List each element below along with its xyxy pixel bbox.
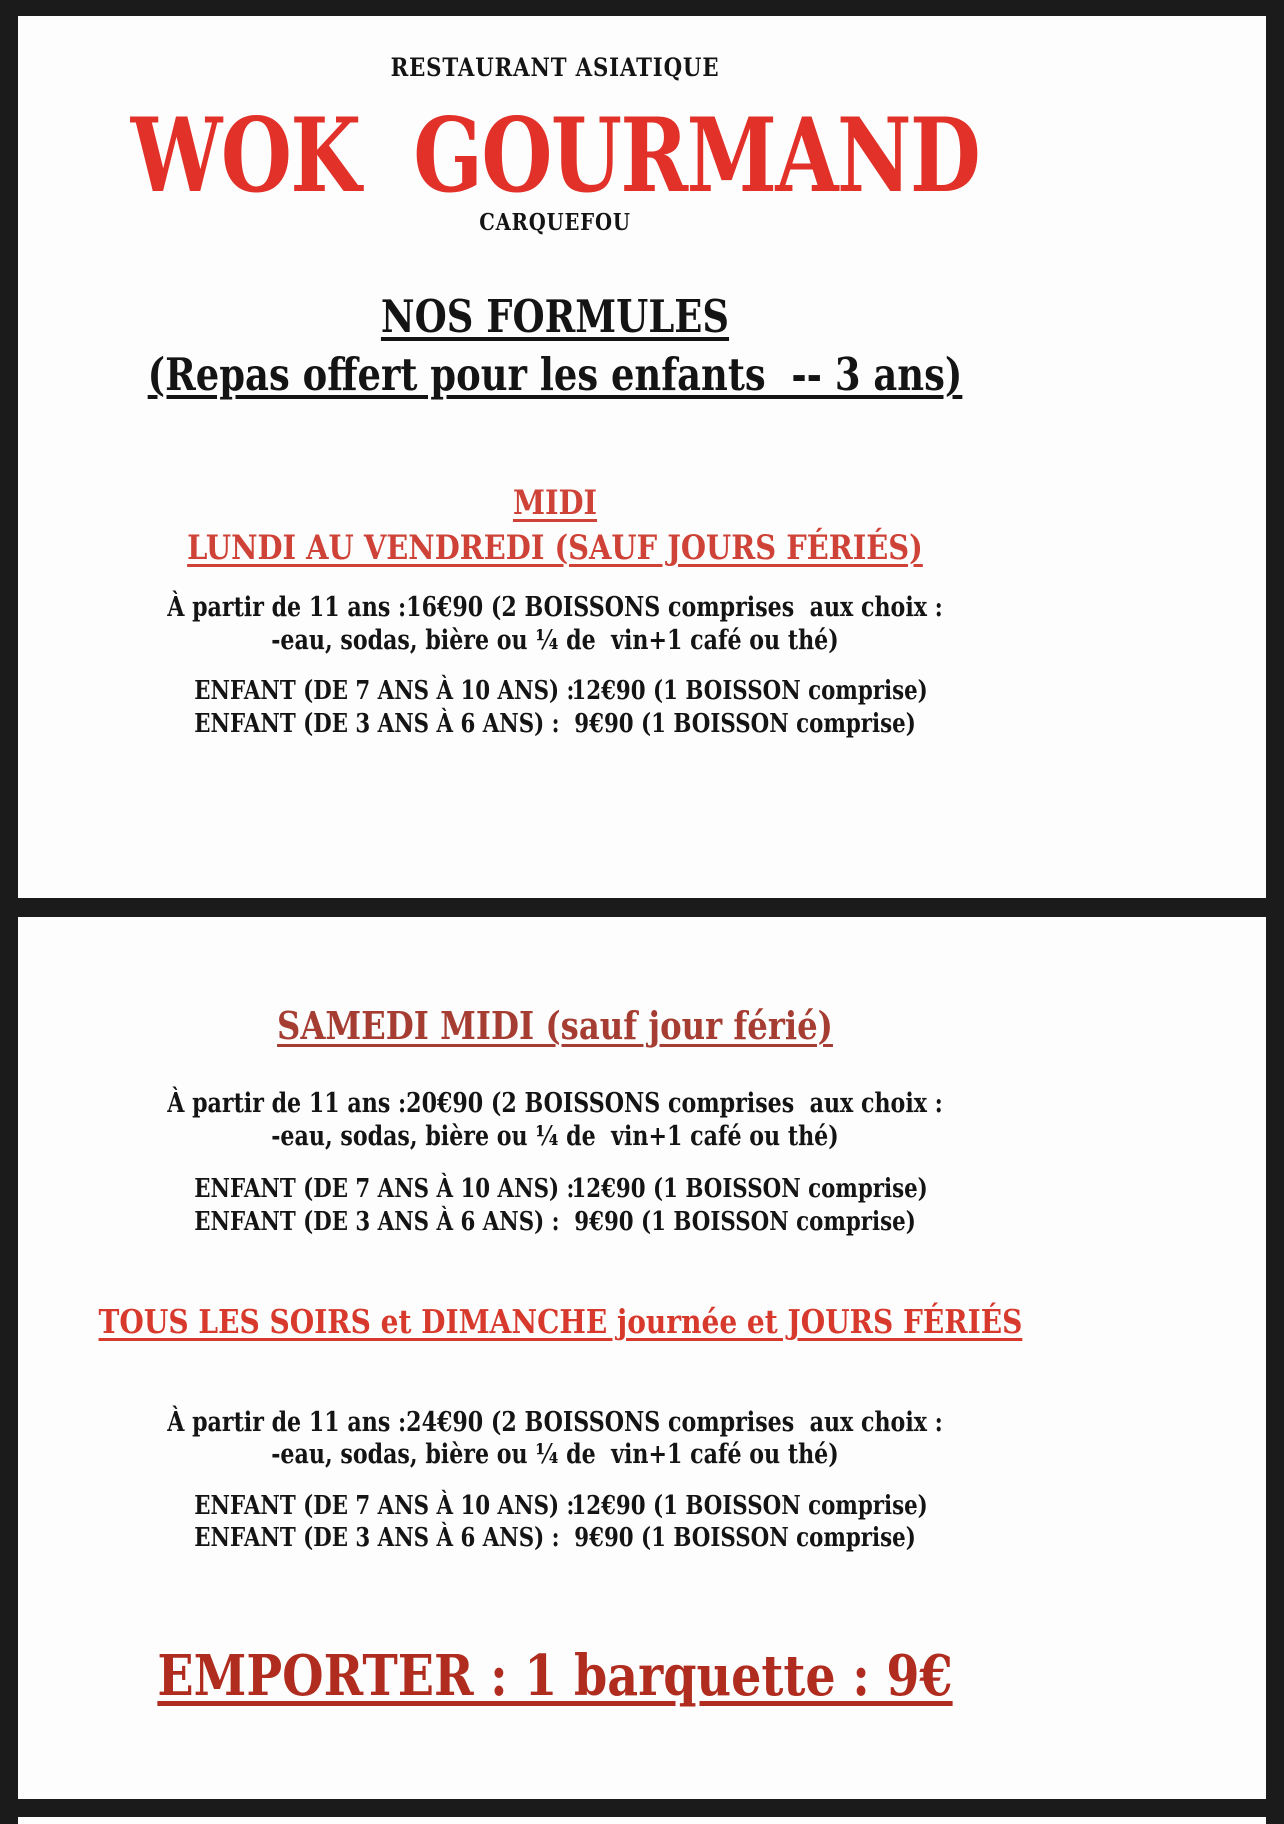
soirs-heading: TOUS LES SOIRS et DIMANCHE journée et JOURS FÉRIÉS bbox=[98, 1302, 1023, 1342]
samedi-heading: SAMEDI MIDI (sauf jour férié) bbox=[277, 1003, 833, 1048]
child-age-label: ENFANT (DE 7 ANS À 10 ANS) : bbox=[194, 1174, 575, 1205]
midi-heading: MIDI bbox=[512, 482, 598, 523]
restaurant-type-label: RESTAURANT ASIATIQUE bbox=[390, 53, 720, 82]
drinks-line: -eau, sodas, bière ou ¼ de vin+1 café ou thé) bbox=[271, 1439, 839, 1471]
child-price-value: 12€90 (1 BOISSON comprise) bbox=[571, 1174, 928, 1205]
section-samedi-midi bbox=[18, 1001, 1092, 1238]
adult-price-line: À partir de 11 ans :16€90 (2 BOISSONS comprises aux choix : bbox=[167, 592, 943, 624]
adult-price-line: À partir de 11 ans :20€90 (2 BOISSONS comprises aux choix : bbox=[167, 1088, 943, 1120]
menu-panel-top bbox=[18, 16, 1266, 898]
child-price-value: 9€90 (1 BOISSON comprise) bbox=[574, 1523, 916, 1553]
child-age-label: ENFANT (DE 7 ANS À 10 ANS) : bbox=[194, 676, 575, 707]
child-age-label: ENFANT (DE 3 ANS À 6 ANS) : bbox=[194, 708, 560, 739]
child-price-value: 12€90 (1 BOISSON comprise) bbox=[571, 676, 928, 707]
adult-price-line: À partir de 11 ans :24€90 (2 BOISSONS comprises aux choix : bbox=[167, 1406, 943, 1438]
child-age-label: ENFANT (DE 7 ANS À 10 ANS) : bbox=[194, 1490, 575, 1521]
child-price-row bbox=[115, 675, 996, 708]
section-midi-semaine bbox=[18, 481, 1092, 571]
weekday-heading: LUNDI AU VENDREDI (SAUF JOURS FÉRIÉS) bbox=[187, 527, 923, 568]
drinks-line: -eau, sodas, bière ou ¼ de vin+1 café ou thé) bbox=[271, 1120, 839, 1152]
child-age-label: ENFANT (DE 3 ANS À 6 ANS) : bbox=[194, 1206, 560, 1237]
menu-panel-next-sliver bbox=[18, 1817, 1266, 1824]
child-prices bbox=[18, 675, 1092, 740]
child-price-row bbox=[115, 708, 996, 741]
child-price-row bbox=[115, 1173, 996, 1206]
child-age-label: ENFANT (DE 3 ANS À 6 ANS) : bbox=[194, 1523, 560, 1553]
child-prices bbox=[18, 1173, 1092, 1238]
child-price-value: 9€90 (1 BOISSON comprise) bbox=[574, 1206, 916, 1237]
formules-note: (Repas offert pour les enfants -- 3 ans) bbox=[147, 348, 963, 402]
child-price-value: 9€90 (1 BOISSON comprise) bbox=[574, 708, 916, 739]
menu-panel-bottom bbox=[18, 917, 1266, 1799]
child-price-row bbox=[115, 1490, 996, 1523]
formules-title: NOS FORMULES bbox=[380, 289, 730, 343]
child-prices bbox=[18, 1490, 1092, 1555]
emporter-heading: EMPORTER : 1 barquette : 9€ bbox=[157, 1642, 953, 1709]
restaurant-name: WOK GOURMAND bbox=[130, 95, 980, 216]
child-price-row bbox=[115, 1522, 996, 1555]
section-soirs-dimanche bbox=[18, 1300, 1092, 1554]
restaurant-city: CARQUEFOU bbox=[479, 209, 631, 237]
child-price-value: 12€90 (1 BOISSON comprise) bbox=[571, 1490, 928, 1521]
child-price-row bbox=[115, 1206, 996, 1239]
drinks-line: -eau, sodas, bière ou ¼ de vin+1 café ou thé) bbox=[271, 624, 839, 656]
